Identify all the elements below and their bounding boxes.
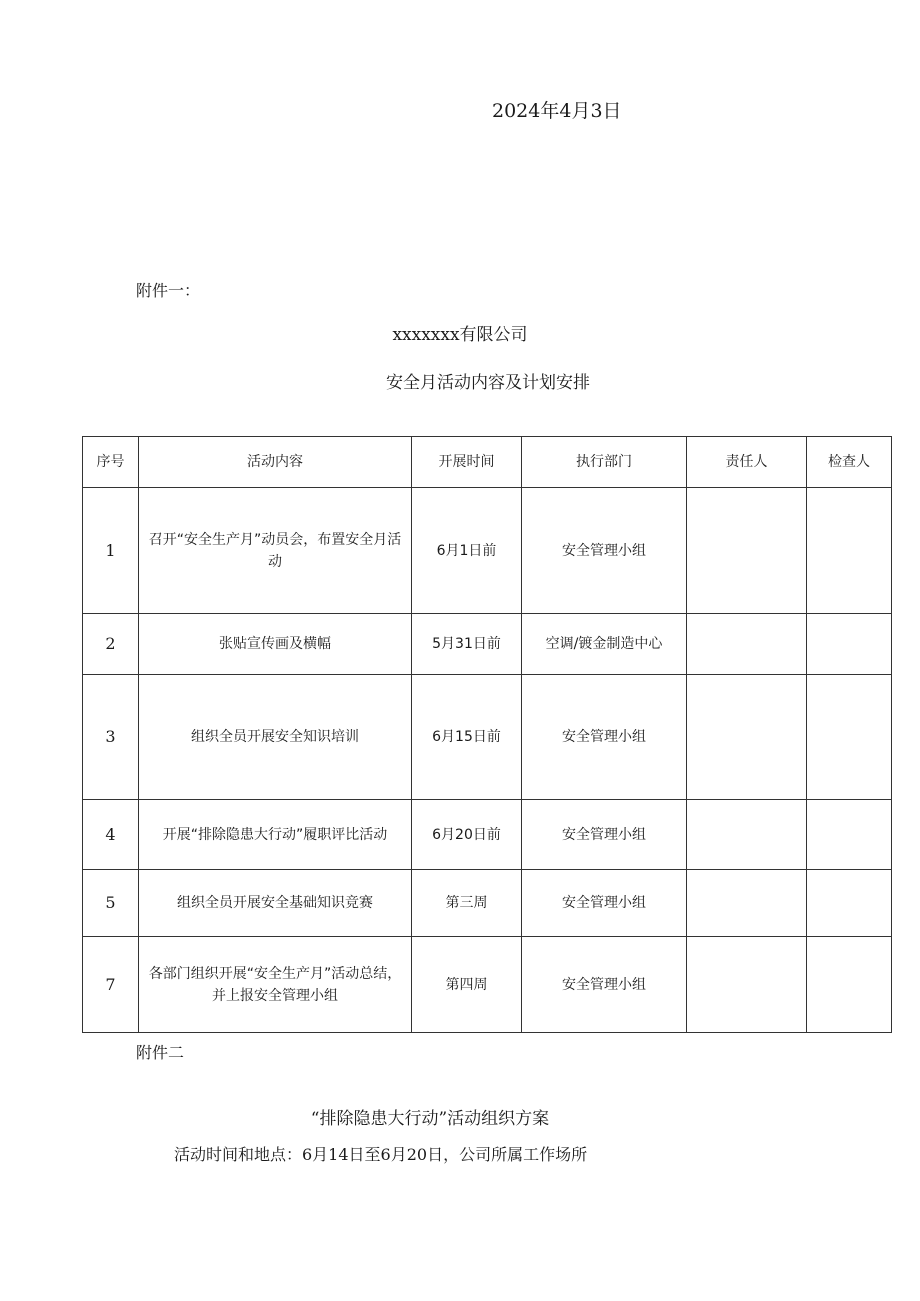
row-number: 2 — [83, 614, 139, 675]
header-cell-number: 序号 — [83, 437, 139, 488]
activity-content: 组织全员开展安全知识培训 — [139, 675, 412, 800]
executing-department: 空调/镀金制造中心 — [522, 614, 687, 675]
activity-content: 开展“排除隐患大行动”履职评比活动 — [139, 800, 412, 870]
activity-content: 张贴宣传画及横幅 — [139, 614, 412, 675]
table-row — [83, 614, 892, 675]
table-row — [83, 800, 892, 870]
activity-content: 组织全员开展安全基础知识竞赛 — [139, 870, 412, 937]
inspector — [807, 614, 892, 675]
time-and-place: 活动时间和地点：6月14日至6月20日，公司所属工作场所 — [174, 1145, 588, 1164]
activity-content: 召开“安全生产月”动员会，布置安全月活动 — [139, 488, 412, 614]
header-cell-department: 执行部门 — [522, 437, 687, 488]
executing-department: 安全管理小组 — [522, 937, 687, 1033]
inspector — [807, 800, 892, 870]
row-number: 5 — [83, 870, 139, 937]
plan-title: 安全月活动内容及计划安排 — [386, 373, 590, 393]
row-number: 7 — [83, 937, 139, 1033]
responsible-person — [687, 675, 807, 800]
row-number: 4 — [83, 800, 139, 870]
executing-department: 安全管理小组 — [522, 800, 687, 870]
company-name: xxxxxxx有限公司 — [392, 325, 528, 345]
table-row — [83, 675, 892, 800]
activity-time: 6月20日前 — [412, 800, 522, 870]
campaign-title: “排除隐患大行动”活动组织方案 — [310, 1109, 550, 1129]
executing-department: 安全管理小组 — [522, 870, 687, 937]
row-number: 3 — [83, 675, 139, 800]
table-row — [83, 937, 892, 1033]
inspector — [807, 675, 892, 800]
responsible-person — [687, 488, 807, 614]
inspector — [807, 937, 892, 1033]
table-row — [83, 870, 892, 937]
inspector — [807, 488, 892, 614]
activity-time: 第三周 — [412, 870, 522, 937]
activity-time: 第四周 — [412, 937, 522, 1033]
inspector — [807, 870, 892, 937]
activity-plan-table — [82, 436, 892, 1033]
header-cell-checker: 检查人 — [807, 437, 892, 488]
header-cell-owner: 责任人 — [687, 437, 807, 488]
activity-time: 6月1日前 — [412, 488, 522, 614]
executing-department: 安全管理小组 — [522, 488, 687, 614]
responsible-person — [687, 937, 807, 1033]
document-date: 2024年4月3日 — [492, 100, 622, 122]
activity-time: 5月31日前 — [412, 614, 522, 675]
responsible-person — [687, 870, 807, 937]
table-header-row — [83, 437, 892, 488]
table-row — [83, 488, 892, 614]
row-number: 1 — [83, 488, 139, 614]
executing-department: 安全管理小组 — [522, 675, 687, 800]
responsible-person — [687, 800, 807, 870]
header-cell-time: 开展时间 — [412, 437, 522, 488]
header-cell-content: 活动内容 — [139, 437, 412, 488]
activity-content: 各部门组织开展“安全生产月”活动总结，并上报安全管理小组 — [139, 937, 412, 1033]
activity-time: 6月15日前 — [412, 675, 522, 800]
responsible-person — [687, 614, 807, 675]
attachment-one-label: 附件一： — [136, 281, 201, 300]
attachment-two-label: 附件二 — [136, 1043, 185, 1062]
